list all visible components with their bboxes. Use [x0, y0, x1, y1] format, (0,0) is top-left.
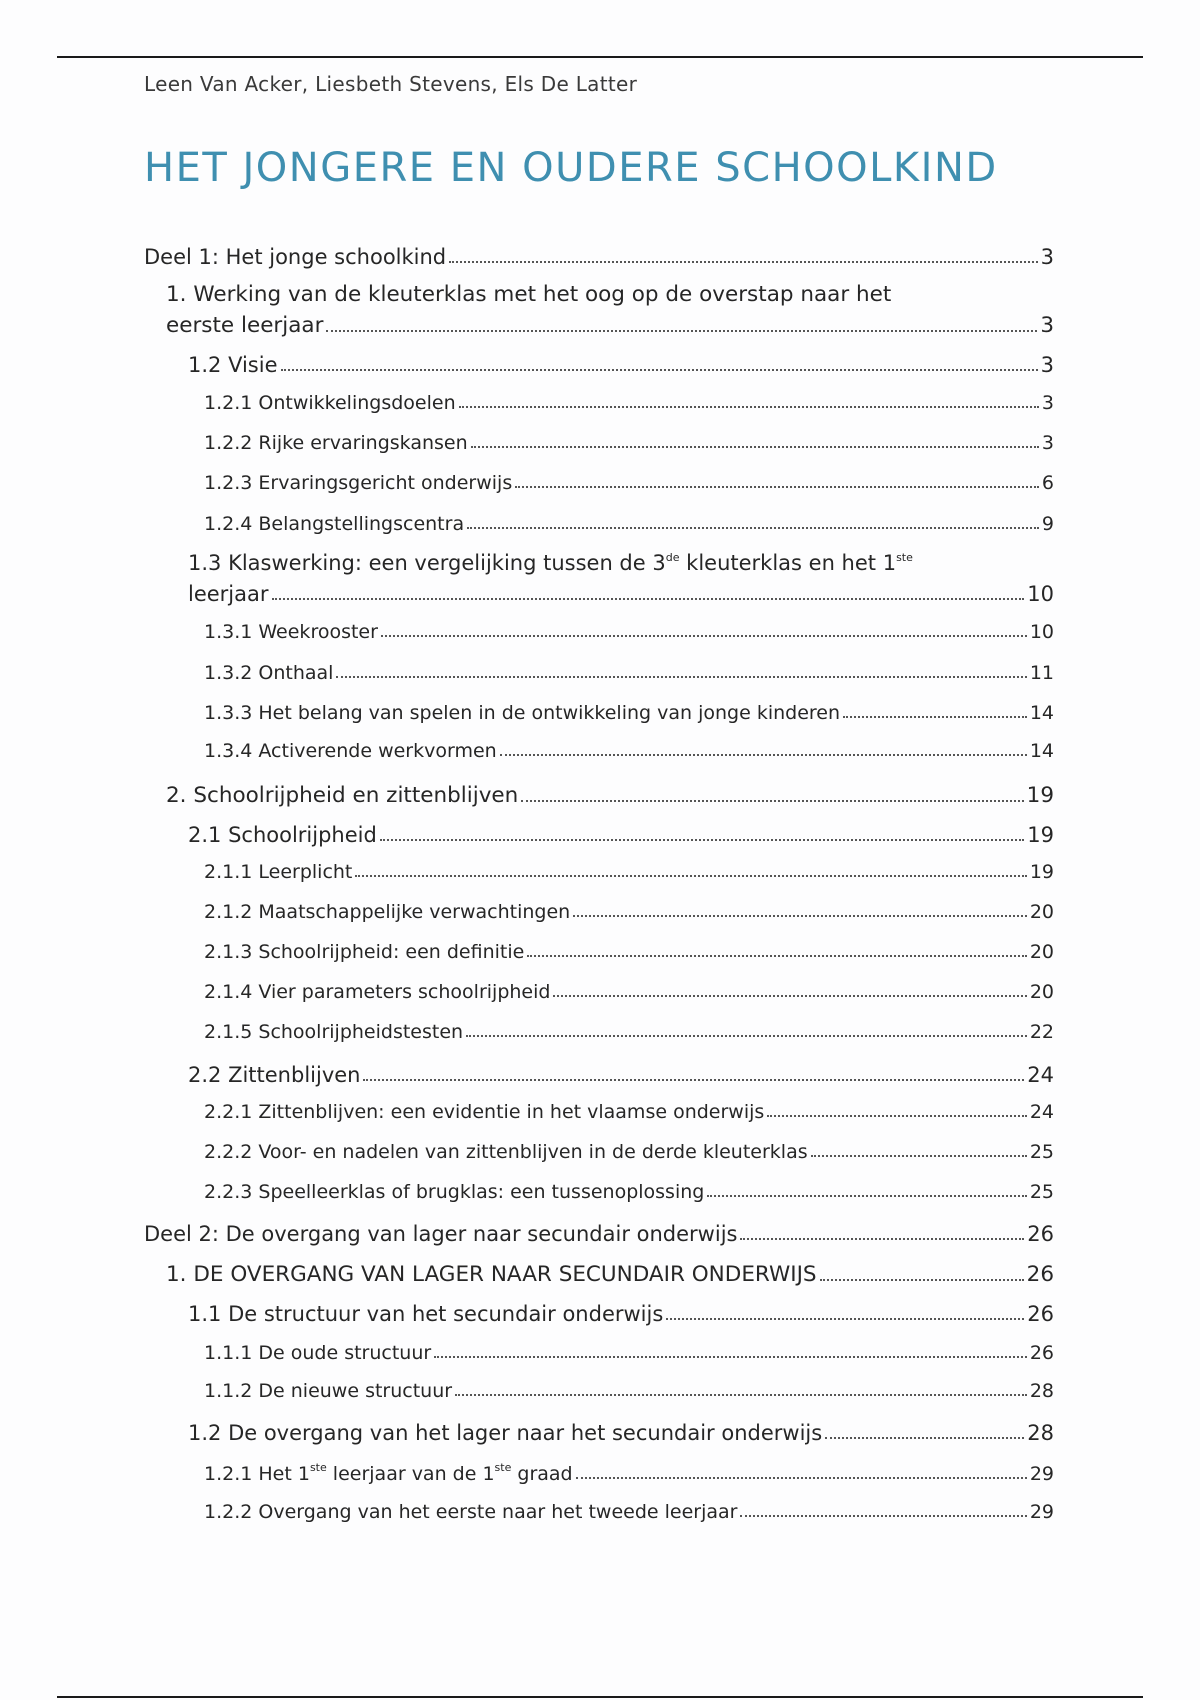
toc-entry-1-3-2[interactable]: 1.3.2 Onthaal 11	[204, 662, 1054, 684]
toc-entry-deel-1[interactable]: Deel 1: Het jonge schoolkind 3	[144, 245, 1054, 269]
toc-entry-deel-2-1-1-2[interactable]: 1.1.2 De nieuwe structuur 28	[204, 1380, 1054, 1402]
toc-entry-deel-2-1-2[interactable]: 1.2 De overgang van het lager naar het secundair onderwijs 28	[188, 1421, 1054, 1445]
toc-entry-deel-2-1[interactable]: 1. DE OVERGANG VAN LAGER NAAR SECUNDAIR ONDERWIJS 26	[166, 1262, 1054, 1287]
toc-entry-1[interactable]: eerste leerjaar 3	[166, 313, 1054, 338]
toc-entry-1-3-1[interactable]: 1.3.1 Weekrooster 10	[204, 621, 1054, 643]
toc-entry-1-2[interactable]: 1.2 Visie 3	[188, 353, 1054, 377]
toc-entry-2-1-1[interactable]: 2.1.1 Leerplicht 19	[204, 861, 1054, 883]
top-rule	[57, 56, 1143, 58]
toc-entry-2-2-2[interactable]: 2.2.2 Voor- en nadelen van zittenblijven in de derde kleuterklas 25	[204, 1141, 1054, 1163]
toc-entry-deel-2[interactable]: Deel 2: De overgang van lager naar secundair onderwijs 26	[144, 1222, 1054, 1246]
toc-entry-1-2-1[interactable]: 1.2.1 Ontwikkelingsdoelen 3	[204, 392, 1054, 414]
toc-entry-deel-2-1-1-1[interactable]: 1.1.1 De oude structuur 26	[204, 1342, 1054, 1364]
toc-entry-2-1-3[interactable]: 2.1.3 Schoolrijpheid: een definitie 20	[204, 941, 1054, 963]
bottom-rule	[57, 1696, 1143, 1698]
toc-entry-2-1-5[interactable]: 2.1.5 Schoolrijpheidstesten 22	[204, 1021, 1054, 1043]
toc-entry-1-line1[interactable]: 1. Werking van de kleuterklas met het oog op de overstap naar het	[166, 282, 892, 307]
toc-entry-2-2[interactable]: 2.2 Zittenblijven 24	[188, 1063, 1054, 1087]
toc-entry-2[interactable]: 2. Schoolrijpheid en zittenblijven 19	[166, 783, 1054, 808]
toc-entry-1-3[interactable]: leerjaar 10	[188, 582, 1054, 606]
authors-line: Leen Van Acker, Liesbeth Stevens, Els De Latter	[144, 72, 638, 96]
toc-entry-2-2-1[interactable]: 2.2.1 Zittenblijven: een evidentie in het vlaamse onderwijs 24	[204, 1101, 1054, 1123]
toc-entry-1-2-3[interactable]: 1.2.3 Ervaringsgericht onderwijs 6	[204, 472, 1054, 494]
toc-entry-1-2-4[interactable]: 1.2.4 Belangstellingscentra 9	[204, 513, 1054, 535]
toc-entry-deel-2-1-1[interactable]: 1.1 De structuur van het secundair onderwijs 26	[188, 1302, 1054, 1326]
toc-entry-1-3-line1[interactable]: 1.3 Klaswerking: een vergelijking tussen de 3de kleuterklas en het 1ste	[188, 551, 913, 575]
toc-entry-deel-2-1-2-2[interactable]: 1.2.2 Overgang van het eerste naar het tweede leerjaar 29	[204, 1501, 1054, 1523]
toc-entry-2-1-4[interactable]: 2.1.4 Vier parameters schoolrijpheid 20	[204, 981, 1054, 1003]
toc-entry-1-3-4[interactable]: 1.3.4 Activerende werkvormen 14	[204, 740, 1054, 762]
document-title: HET JONGERE EN OUDERE SCHOOLKIND	[144, 145, 998, 191]
toc-entry-2-1-2[interactable]: 2.1.2 Maatschappelijke verwachtingen 20	[204, 901, 1054, 923]
toc-entry-1-2-2[interactable]: 1.2.2 Rijke ervaringskansen 3	[204, 432, 1054, 454]
toc-entry-1-3-3[interactable]: 1.3.3 Het belang van spelen in de ontwikkeling van jonge kinderen 14	[204, 702, 1054, 724]
toc-entry-2-1[interactable]: 2.1 Schoolrijpheid 19	[188, 823, 1054, 847]
toc-entry-2-2-3[interactable]: 2.2.3 Speelleerklas of brugklas: een tussenoplossing 25	[204, 1181, 1054, 1203]
toc-entry-deel-2-1-2-1[interactable]: 1.2.1 Het 1ste leerjaar van de 1ste graad 29	[204, 1461, 1054, 1485]
